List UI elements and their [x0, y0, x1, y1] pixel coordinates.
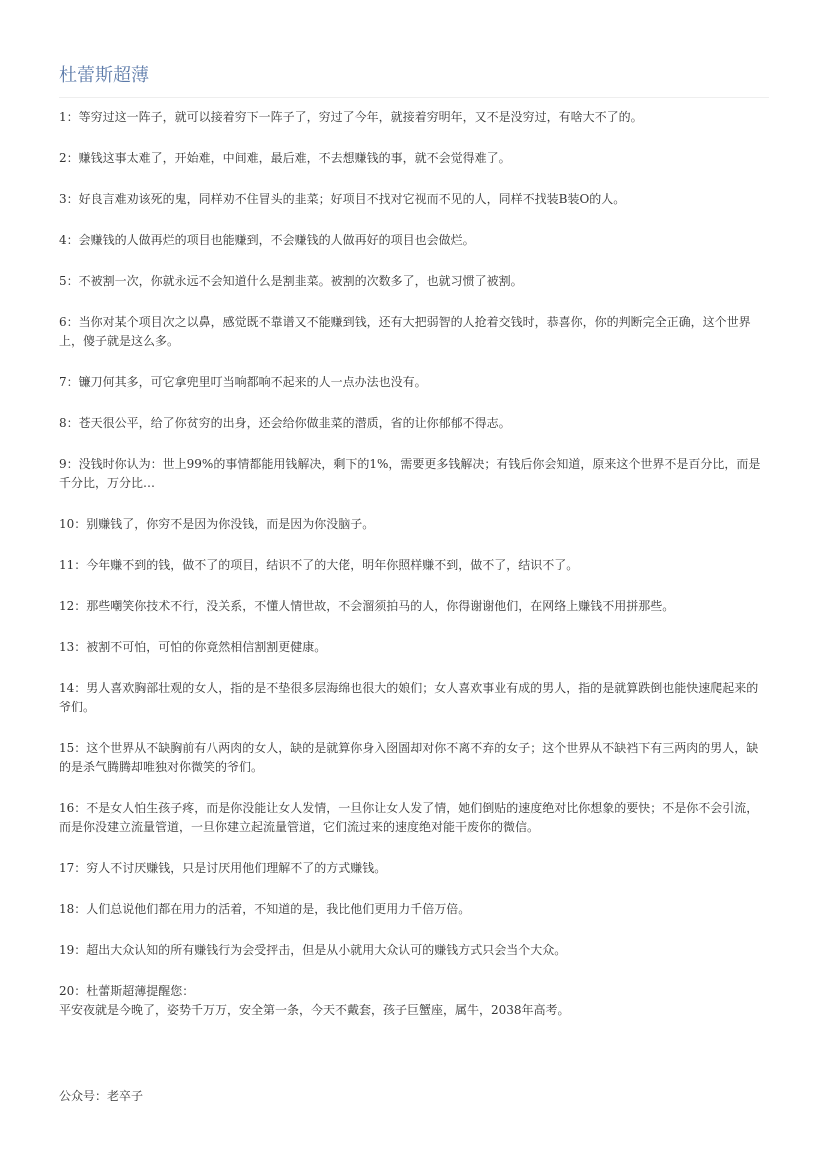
item-number: 19：: [59, 943, 87, 957]
list-item: [59, 108, 769, 127]
list-item: [59, 373, 769, 392]
item-number: 4：: [59, 233, 79, 247]
item-text-line2: 平安夜就是今晚了，姿势千万万，安全第一条，今天不戴套，孩子巨蟹座，属牛，2038年高考。: [59, 1003, 570, 1017]
footer-account: 公众号：老卒子: [59, 1089, 144, 1103]
list-item: [59, 941, 769, 960]
item-number: 5：: [59, 274, 79, 288]
item-number: 3：: [59, 192, 79, 206]
item-text: 这个世界从不缺胸前有八两肉的女人，缺的是就算你身入囹圄却对你不离不弃的女子；这个世界从不缺裆下有三两肉的男人，缺的是杀气腾腾却唯独对你微笑的爷们。: [59, 741, 759, 774]
item-text: 杜蕾斯超薄提醒您：: [86, 984, 195, 998]
item-number: 14：: [59, 681, 87, 695]
item-text: 赚钱这事太难了，开始难，中间难，最后难，不去想赚钱的事，就不会觉得难了。: [78, 151, 511, 165]
item-text: 好良言难劝该死的鬼，同样劝不住冒头的韭菜；好项目不找对它视而不见的人，同样不找装B装O的人。: [78, 192, 626, 206]
item-number: 16：: [59, 801, 87, 815]
item-text: 超出大众认知的所有赚钱行为会受抨击，但是从小就用大众认可的赚钱方式只会当个大众。: [86, 943, 567, 957]
list-item: [59, 414, 769, 433]
list-item: [59, 597, 769, 616]
item-number: 17：: [59, 861, 87, 875]
item-text: 今年赚不到的钱，做不了的项目，结识不了的大佬，明年你照样赚不到，做不了，结识不了。: [86, 558, 579, 572]
item-number: 7：: [59, 375, 79, 389]
item-text: 镰刀何其多，可它拿兜里叮当响都响不起来的人一点办法也没有。: [78, 375, 427, 389]
item-number: 9：: [59, 457, 79, 471]
item-text: 不被割一次，你就永远不会知道什么是割韭菜。被割的次数多了，也就习惯了被割。: [78, 274, 523, 288]
quote-list: [59, 108, 769, 1020]
list-item: [59, 859, 769, 878]
item-text: 苍天很公平，给了你贫穷的出身，还会给你做韭菜的潜质，省的让你郁郁不得志。: [78, 416, 511, 430]
list-item: [59, 679, 769, 717]
item-number: 18：: [59, 902, 87, 916]
list-item: [59, 190, 769, 209]
list-item-last: [59, 982, 769, 1020]
list-item: [59, 799, 769, 837]
item-text: 不是女人怕生孩子疼，而是你没能让女人发情，一旦你让女人发了情，她们倒贴的速度绝对比你想象的要快；不是你不会引流，而是你没建立流量管道，一旦你建立起流量管道，它们流过来的速度绝对能干废你的微信。: [59, 801, 759, 834]
list-item: [59, 515, 769, 534]
item-text: 等穷过这一阵子，就可以接着穷下一阵子了，穷过了今年，就接着穷明年，又不是没穷过，有啥大不了的。: [78, 110, 643, 124]
list-item: [59, 900, 769, 919]
list-item: [59, 149, 769, 168]
item-number: 13：: [59, 640, 87, 654]
item-text: 会赚钱的人做再烂的项目也能赚到，不会赚钱的人做再好的项目也会做烂。: [78, 233, 475, 247]
document-page: [59, 62, 769, 1020]
item-text: 男人喜欢胸部壮观的女人，指的是不垫很多层海绵也很大的娘们；女人喜欢事业有成的男人，指的是就算跌倒也能快速爬起来的爷们。: [59, 681, 759, 714]
item-number: 2：: [59, 151, 79, 165]
item-text: 穷人不讨厌赚钱，只是讨厌用他们理解不了的方式赚钱。: [86, 861, 387, 875]
item-number: 12：: [59, 599, 87, 613]
list-item: [59, 455, 769, 493]
page-title: 杜蕾斯超薄: [59, 62, 769, 98]
item-text: 那些嘲笑你技术不行，没关系，不懂人情世故，不会溜须拍马的人，你得谢谢他们，在网络上赚钱不用拼那些。: [86, 599, 675, 613]
list-item: [59, 638, 769, 657]
item-text: 当你对某个项目次之以鼻，感觉既不靠谱又不能赚到钱，还有大把弱智的人抢着交钱时，恭喜你，你的判断完全正确，这个世界上，傻子就是这么多。: [59, 315, 751, 348]
item-text: 别赚钱了，你穷不是因为你没钱，而是因为你没脑子。: [86, 517, 375, 531]
item-number: 6：: [59, 315, 79, 329]
list-item: [59, 272, 769, 291]
item-text: 被割不可怕，可怕的你竟然相信割割更健康。: [86, 640, 327, 654]
item-number: 1：: [59, 110, 79, 124]
item-number: 11：: [59, 558, 87, 572]
item-number: 15：: [59, 741, 87, 755]
list-item: [59, 739, 769, 777]
item-text: 没钱时你认为：世上99%的事情都能用钱解决，剩下的1%，需要更多钱解决；有钱后你会知道，原来这个世界不是百分比，而是千分比，万分比…: [59, 457, 761, 490]
list-item: [59, 231, 769, 250]
item-text: 人们总说他们都在用力的活着，不知道的是，我比他们更用力千倍万倍。: [86, 902, 471, 916]
list-item: [59, 313, 769, 351]
item-number: 10：: [59, 517, 87, 531]
list-item: [59, 556, 769, 575]
item-number: 8：: [59, 416, 79, 430]
item-number: 20：: [59, 984, 87, 998]
